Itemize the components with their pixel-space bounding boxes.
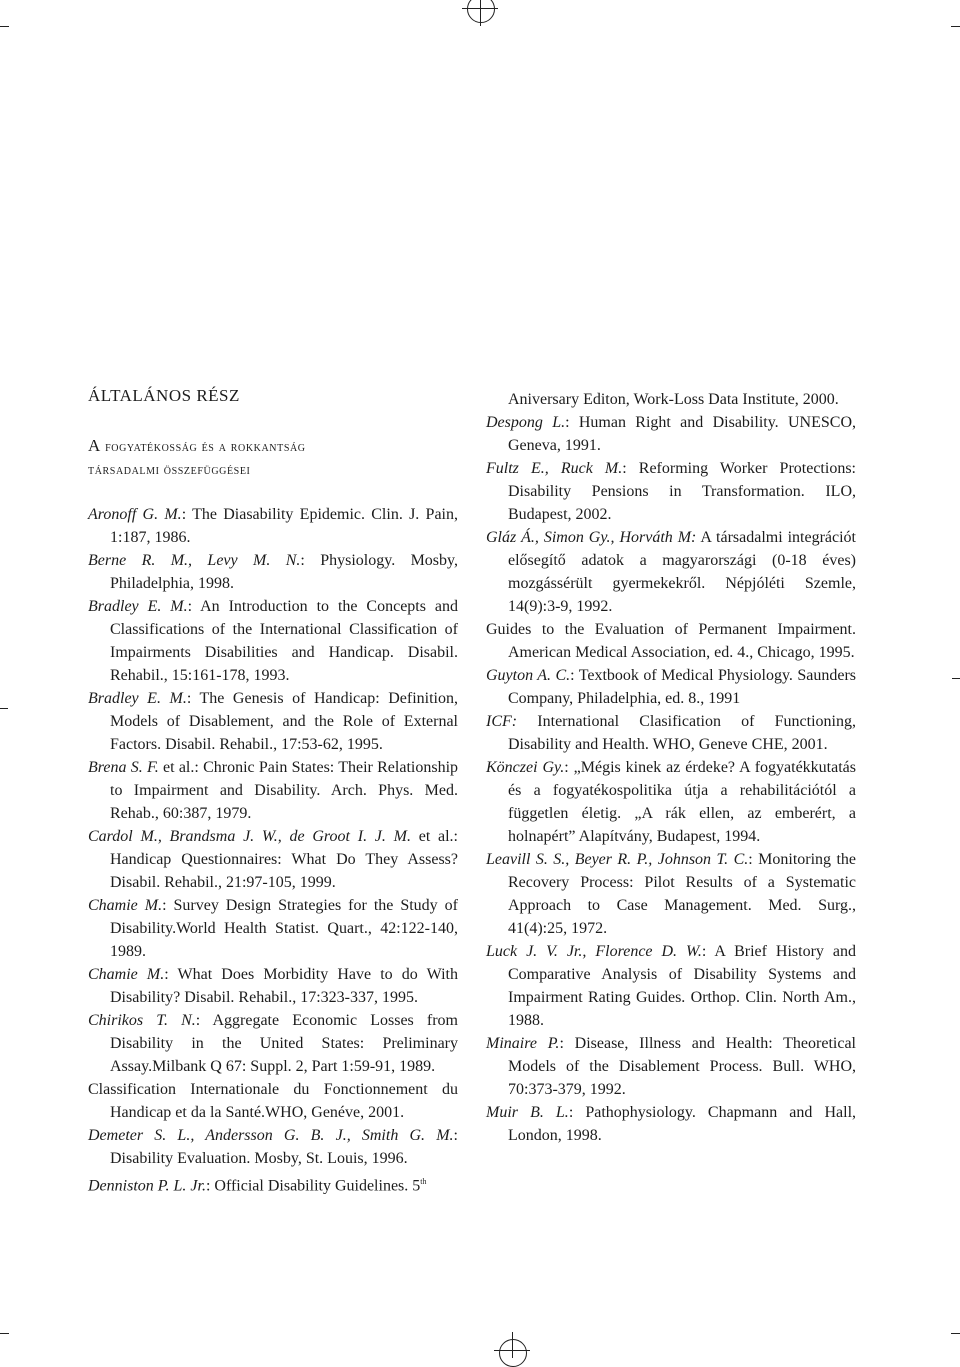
subheading-initial: A xyxy=(88,436,101,455)
reference-authors: Demeter S. L., Andersson G. B. J., Smith G. M. xyxy=(88,1127,454,1144)
reference-text: : Reforming Worker Protections: Disability Pensions in Transformation. ILO, Budapest, 2002. xyxy=(508,460,856,523)
reference-text: : A Brief History and Comparative Analysis of Disability Systems and Impairment Rating Guides. Orthop. Clin. North Am., 1988. xyxy=(508,943,856,1029)
reference-entry xyxy=(88,963,458,1009)
reference-entry xyxy=(486,848,856,940)
reference-entry xyxy=(88,1078,458,1124)
crop-mark-bottom-right xyxy=(951,1333,960,1334)
reference-authors: Chamie M. xyxy=(88,966,165,983)
reference-entry xyxy=(88,503,458,549)
reference-entry xyxy=(486,1101,856,1147)
crop-mark-top-right xyxy=(951,26,960,27)
reference-text: : „Mégis kinek az érdeke? A fogyatékkutatás és a fogyatékospolitika útja a rehabilitációtól a független életig. „A rák ellen, az emberért, a holnapért” Alapítvány, Budapest, 1994. xyxy=(508,759,856,845)
reference-text: Classification Internationale du Fonctionnement du Handicap et da la Santé.WHO, Genéve, 2001. xyxy=(88,1081,458,1121)
reference-authors: Minaire P. xyxy=(486,1035,560,1052)
reference-text: Aniversary Editon, Work-Loss Data Institute, 2000. xyxy=(508,391,839,408)
reference-entry xyxy=(486,710,856,756)
reference-authors: Leavill S. S., Beyer R. P., Johnson T. C. xyxy=(486,851,749,868)
reference-entry xyxy=(486,526,856,618)
reference-authors: Chirikos T. N. xyxy=(88,1012,196,1029)
reference-entry xyxy=(88,687,458,756)
reference-entry xyxy=(486,457,856,526)
reference-authors: Luck J. V. Jr., Florence D. W. xyxy=(486,943,702,960)
crop-mark-bottom-left xyxy=(0,1333,9,1334)
reference-authors: Bradley E. M. xyxy=(88,690,187,707)
reference-authors: Bradley E. M. xyxy=(88,598,188,615)
reference-authors: Gláz Á., Simon Gy., Horváth M: xyxy=(486,529,697,546)
reference-entry xyxy=(88,595,458,687)
references-left-column xyxy=(88,503,458,1197)
registration-mark-top xyxy=(467,0,495,23)
reference-authors: Denniston P. L. Jr. xyxy=(88,1177,206,1195)
reference-authors: Brena S. F. xyxy=(88,759,159,776)
reference-authors: Könczei Gy. xyxy=(486,759,565,776)
reference-text: : Survey Design Strategies for the Study of Disability.World Health Statist. Quart., 42:122-140, 1989. xyxy=(110,897,458,960)
reference-entry xyxy=(88,1170,458,1197)
reference-authors: Chamie M. xyxy=(88,897,163,914)
reference-text: : Textbook of Medical Physiology. Saunders Company, Philadelphia, ed. 8., 1991 xyxy=(508,667,856,707)
subheading-line2: társadalmi összefüggései xyxy=(88,462,251,478)
reference-entry xyxy=(88,894,458,963)
reference-entry xyxy=(88,825,458,894)
reference-text: : Pathophysiology. Chapmann and Hall, London, 1998. xyxy=(508,1104,857,1144)
reference-entry xyxy=(88,756,458,825)
subheading-line1: fogyatékosság és a rokkantság xyxy=(100,439,306,455)
chapter-subheading xyxy=(88,434,306,482)
reference-text: et al.: Chronic Pain States: Their Relationship to Impairment and Disability. Arch. Phys. Med. Rehab., 60:387, 1979. xyxy=(110,759,459,822)
reference-authors: ICF: xyxy=(486,713,518,730)
reference-text: et al.: Handicap Questionnaires: What Do They Assess? Disabil. Rehabil., 21:97-105, 1999. xyxy=(110,828,459,891)
reference-text: : Disease, Illness and Health: Theoretical Models of the Disablement Process. Bull. WHO, 70:373-379, 1992. xyxy=(508,1035,856,1098)
reference-text: : The Genesis of Handicap: Definition, Models of Disablement, and the Role of External Factors. Disabil. Rehabil., 17:53-62, 1995. xyxy=(110,690,458,753)
reference-entry xyxy=(486,388,856,411)
registration-mark-bottom xyxy=(499,1339,527,1367)
reference-text: : The Diasability Epidemic. Clin. J. Pain, 1:187, 1986. xyxy=(110,506,458,546)
reference-authors: Cardol M., Brandsma J. W., de Groot I. J. M. xyxy=(88,828,411,845)
reference-entry xyxy=(486,940,856,1032)
reference-entry xyxy=(486,1032,856,1101)
reference-authors: Aronoff G. M. xyxy=(88,506,182,523)
section-title: ÁLTALÁNOS RÉSZ xyxy=(88,386,240,405)
reference-entry xyxy=(486,664,856,710)
reference-authors: Fultz E., Ruck M. xyxy=(486,460,623,477)
crop-mark-middle-right xyxy=(952,678,960,679)
reference-entry xyxy=(486,756,856,848)
reference-text: : Monitoring the Recovery Process: Pilot Results of a Systematic Approach to Case Management. Med. Surg., 41(4):25, 1972. xyxy=(508,851,856,937)
reference-text: : Official Disability Guidelines. 5 xyxy=(205,1177,421,1195)
references-right-column xyxy=(486,388,856,1147)
reference-entry xyxy=(88,549,458,595)
reference-text: : Human Right and Disability. UNESCO, Geneva, 1991. xyxy=(508,414,856,454)
reference-text: A társadalmi integrációt elősegítő adatok a magyarországi (0-18 éves) mozgássérült gyermekekről. Népjóléti Szemle, 14(9):3-9, 1992. xyxy=(508,529,857,615)
crop-mark-middle-left xyxy=(0,708,8,709)
reference-text: : What Does Morbidity Have to do With Disability? Disabil. Rehabil., 17:323-337, 1995. xyxy=(110,966,458,1006)
reference-entry xyxy=(88,1124,458,1170)
reference-entry xyxy=(486,411,856,457)
reference-entry xyxy=(486,618,856,664)
reference-text: International Clasification of Functioning, Disability and Health. WHO, Geneve CHE, 2001. xyxy=(508,713,856,753)
reference-authors: Guyton A. C. xyxy=(486,667,571,684)
crop-mark-top-left xyxy=(0,26,9,27)
reference-authors: Muir B. L. xyxy=(486,1104,569,1121)
reference-superscript: th xyxy=(420,1177,427,1186)
reference-authors: Despong L. xyxy=(486,414,566,431)
reference-text: : An Introduction to the Concepts and Classifications of the International Classification of Impairments Disabilities and Handicap. Disabil. Rehabil., 15:161-178, 1993. xyxy=(110,598,459,684)
reference-text: : Disability Evaluation. Mosby, St. Louis, 1996. xyxy=(110,1127,458,1167)
reference-text: Guides to the Evaluation of Permanent Impairment. American Medical Association, ed. 4., Chicago, 1995. xyxy=(486,621,856,661)
reference-text: : Aggregate Economic Losses from Disability in the United States: Preliminary Assay.Milbank Q 67: Suppl. 2, Part 1:59-91, 1989. xyxy=(110,1012,459,1075)
reference-authors: Berne R. M., Levy M. N. xyxy=(88,552,301,569)
reference-text: : Physiology. Mosby, Philadelphia, 1998. xyxy=(110,552,458,592)
reference-entry xyxy=(88,1009,458,1078)
